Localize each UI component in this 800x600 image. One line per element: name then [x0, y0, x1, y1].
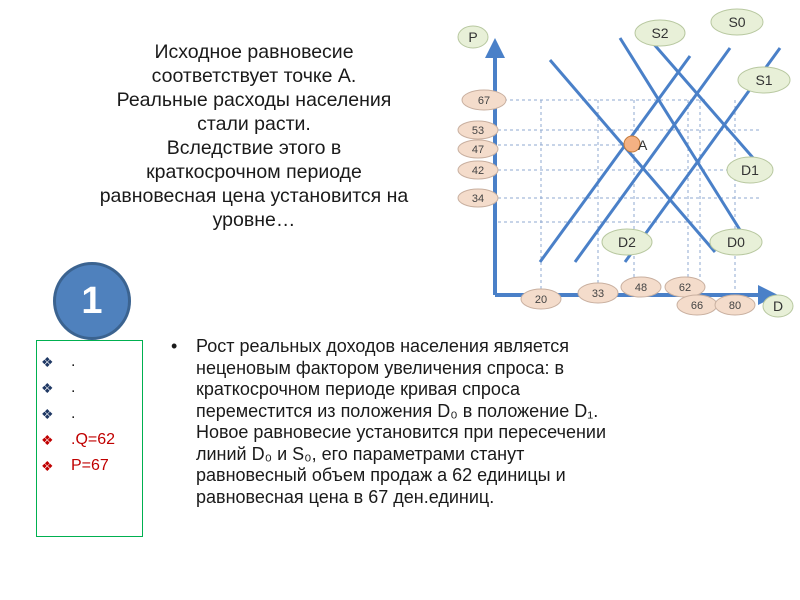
demand-curve-d2 [550, 60, 715, 252]
answer-text: .Q=62 [71, 431, 116, 448]
curve-label-d0: D0 [727, 234, 745, 250]
quantity-tick-label: 80 [728, 300, 742, 312]
explanation-line: Новое равновесие установится при пересечении [196, 422, 607, 442]
question-line: Вследствие этого в [166, 137, 342, 159]
question-line: Исходное равновесие [154, 41, 354, 63]
question-line: Реальные расходы населения [116, 89, 392, 111]
point-label: A [638, 137, 648, 153]
explanation-line: равновесный объем продаж а 62 единицы и [196, 465, 566, 485]
explanation-line: линий D₀ и S₀, его параметрами станут [196, 443, 525, 464]
bullet-icon: • [171, 336, 178, 356]
quantity-tick-label: 20 [534, 294, 548, 306]
curve-label-d1: D1 [741, 162, 759, 178]
diamond-bullet-icon: ❖ [41, 457, 54, 474]
explanation-line: неценовым фактором увеличения спроса: в [196, 357, 565, 378]
curve-label-s1: S1 [755, 72, 773, 88]
diamond-bullet-icon: ❖ [41, 353, 54, 370]
diamond-bullet-icon: ❖ [41, 431, 54, 448]
question-line: соответствует точке А. [151, 65, 357, 87]
answer-text: P=67 [71, 457, 109, 474]
price-tick-label: 34 [471, 193, 485, 205]
price-axis-label: P [468, 29, 478, 45]
answer-text: . [71, 379, 76, 396]
quantity-tick-label: 48 [634, 282, 648, 294]
quantity-tick-label: 33 [591, 288, 605, 300]
explanation-line: равновесная цена в 67 ден.единиц. [196, 486, 495, 507]
price-tick-label: 67 [477, 95, 491, 107]
curve-label-s0: S0 [728, 14, 746, 30]
explanation-line: краткосрочном периоде кривая спроса [196, 379, 520, 399]
price-tick-label: 47 [471, 144, 485, 156]
explanation-line: Рост реальных доходов населения является [196, 336, 570, 356]
quantity-axis-label: D [772, 298, 784, 314]
curve-label-s2: S2 [651, 25, 669, 41]
price-tick-label: 42 [471, 165, 485, 177]
question-line: краткосрочном периоде [146, 161, 362, 183]
curve-label-d2: D2 [618, 234, 636, 250]
demand-curve-d1 [652, 42, 768, 175]
diamond-bullet-icon: ❖ [41, 405, 54, 422]
question-line: стали расти. [197, 113, 311, 135]
question-number-badge: 1 [53, 262, 131, 340]
diamond-bullet-icon: ❖ [41, 379, 54, 396]
question-line: уровне… [212, 209, 296, 231]
answer-text: . [71, 405, 76, 422]
quantity-tick-label: 62 [678, 282, 692, 294]
quantity-tick-label: 66 [690, 300, 704, 312]
question-line: равновесная цена установится на [99, 185, 409, 207]
explanation-line: переместится из положения D₀ в положение D₁. [196, 400, 599, 421]
price-tick-label: 53 [471, 125, 485, 137]
demand-curve-d0 [620, 38, 740, 230]
answer-text: . [71, 353, 76, 370]
